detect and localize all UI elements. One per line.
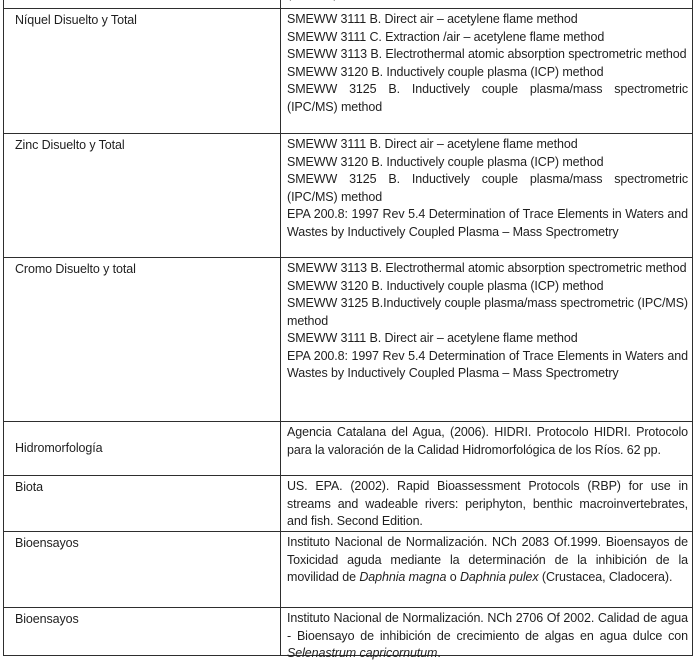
methods-cell [280, 608, 692, 660]
species-name: Selenastrum capricornutum [287, 646, 438, 660]
parameter-cell [4, 422, 280, 475]
method-line: SMEWW 3120 B. Inductively couple plasma (ICP) method [287, 64, 604, 79]
citation-text: Instituto Nacional de Normalización. NCh 2706 Of 2002. Calidad de agua - Bioensayo de inhibición de crecimiento de algas en agua dulce con Selenastrum capricornutum. [287, 611, 688, 660]
parameter-cell [4, 476, 280, 531]
parameter-cell [4, 9, 280, 133]
methods-cell [280, 422, 692, 475]
method-line: SMEWW 3125 B.Inductively couple plasma/mass spectrometric (IPC/MS) method [287, 296, 688, 328]
parameter-cell [4, 0, 280, 8]
parameter-label: Bioensayos [15, 612, 79, 626]
species-name: Daphnia magna [359, 570, 447, 584]
methods-table [3, 0, 693, 660]
citation-text: US. EPA. (2002). Rapid Bioassessment Protocols (RBP) for use in streams and wadeable rivers: periphyton, benthic macroinvertebrates, and fish. Second Edition. [287, 479, 688, 528]
parameter-cell [4, 532, 280, 607]
table-row-clipped [4, 0, 692, 8]
parameter-cell [4, 608, 280, 655]
table-row [4, 133, 692, 257]
parameter-label: Biota [15, 480, 43, 494]
method-line: SMEWW 3111 B. Direct air – acetylene flame method [287, 331, 578, 345]
parameter-label: Bioensayos [15, 536, 79, 550]
method-line: SMEWW 3120 B. Inductively couple plasma (ICP) method [287, 154, 604, 169]
parameter-label: Níquel Disuelto y Total [15, 13, 137, 27]
method-line: SMEWW 3113 B. Electrothermal atomic absorption spectrometric method [287, 261, 687, 275]
citation-text: Agencia Catalana del Agua, (2006). HIDRI. Protocolo HIDRI. Protocolo para la valoración de la Calidad Hidromorfológica de los Ríos. 62 pp. [287, 425, 688, 457]
methods-cell [280, 476, 692, 531]
method-line: SMEWW 3125 B. Inductively couple plasma/mass spectrometric (IPC/MS) method [287, 172, 688, 204]
table-row [4, 257, 692, 421]
table-row [4, 607, 692, 660]
clipped-text [287, 0, 688, 4]
parameter-label: Zinc Disuelto y Total [15, 138, 125, 152]
parameter-label: Cromo Disuelto y total [15, 262, 136, 276]
method-line: SMEWW 3111 B. Direct air – acetylene flame method [287, 137, 578, 151]
method-line: SMEWW 3125 B. Inductively couple plasma/mass spectrometric (IPC/MS) method [287, 82, 688, 114]
table-row [4, 531, 692, 607]
parameter-cell [4, 134, 280, 257]
method-line: SMEWW 3113 B. Electrothermal atomic absorption spectrometric method [287, 47, 687, 61]
method-line: EPA 200.8: 1997 Rev 5.4 Determination of Trace Elements in Waters and Wastes by Inductively Coupled Plasma – Mass Spectrometry [287, 348, 688, 380]
citation-text: Instituto Nacional de Normalización. NCh 2083 Of.1999. Bioensayos de Toxicidad aguda mediante la determinación de la inhibición de la movilidad de Daphnia magna o Daphnia pulex (Crustacea, Cladocera). [287, 535, 688, 584]
parameter-label: Hidromorfología [15, 441, 103, 456]
method-line: SMEWW 3111 B. Direct air – acetylene flame method [287, 12, 578, 26]
parameter-cell [4, 258, 280, 421]
method-line: EPA 200.8: 1997 Rev 5.4 Determination of Trace Elements in Waters and Wastes by Inductively Coupled Plasma – Mass Spectrometry [287, 207, 688, 239]
species-name: Daphnia pulex [459, 570, 539, 584]
methods-cell [280, 9, 692, 133]
method-line: SMEWW 3120 B. Inductively couple plasma (ICP) method [287, 278, 604, 293]
table-row [4, 8, 692, 133]
table-row [4, 421, 692, 475]
methods-cell [280, 0, 692, 8]
table-row [4, 475, 692, 531]
methods-cell [280, 134, 692, 257]
methods-cell [280, 532, 692, 607]
methods-cell [280, 258, 692, 421]
method-line: SMEWW 3111 C. Extraction /air – acetylene flame method [287, 29, 605, 44]
